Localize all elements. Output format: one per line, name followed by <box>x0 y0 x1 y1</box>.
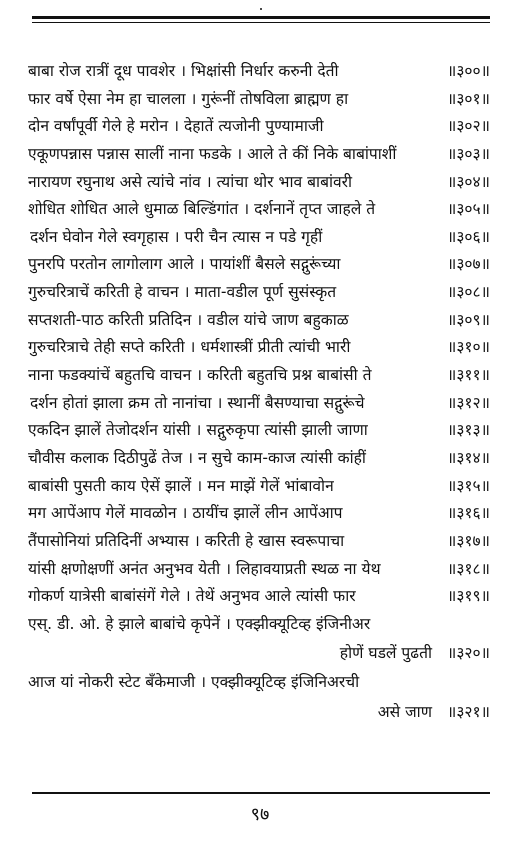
verse-text: पुनरपि परतोन लागोलाग आले । पायांशीं बैसले सद्गुरूंच्या <box>28 255 341 274</box>
verse-text: एस्. डी. ओ. हे झाले बाबांचे कृपेनें । एक्झीक्यूटिव्ह इंजिनीअर <box>28 614 371 633</box>
verse-text: बाबांसी पुसती काय ऐसें झालें । मन माझें गेलें भांबावोन <box>28 476 334 495</box>
verse-number: ॥३०८॥ <box>446 283 490 302</box>
verse-number: ॥३१०॥ <box>446 338 490 357</box>
verse-block <box>28 58 490 728</box>
verse-line <box>28 279 490 307</box>
verse-line <box>28 500 490 528</box>
verse-text: गुरुचरित्राचे तेही सप्ते करिती । धर्मशास्त्रीं प्रीती त्यांची भारी <box>28 338 351 357</box>
verse-line <box>28 362 490 390</box>
verse-number: ॥३०३॥ <box>446 144 490 163</box>
page-number: ९७ <box>250 804 270 825</box>
verse-line <box>28 417 490 445</box>
verse-text: चौवीस कलाक दिठीपुढें तेज । न सुचे काम-काज त्यांसी कांहीं <box>28 448 366 467</box>
verse-text: एकदिन झालें तेजोदर्शन यांसी । सद्गुरुकृपा त्यांसी झाली जाणा <box>28 421 368 440</box>
verse-text: नारायण रघुनाथ असे त्यांचे नांव । त्यांचा थोर भाव बाबांवरी <box>28 172 353 191</box>
verse-number: ॥३१९॥ <box>446 587 490 606</box>
verse-text: यांसी क्षणोक्षणीं अनंत अनुभव येती । लिहावयाप्रती स्थळ ना येथ <box>28 559 381 578</box>
verse-line <box>28 528 490 556</box>
verse-text: गोकर्ण यात्रेसी बाबांसंगें गेले । तेथें अनुभव आले त्यांसी फार <box>28 587 356 606</box>
verse-line <box>28 390 490 418</box>
verse-number: ॥३०१॥ <box>446 89 490 108</box>
verse-number: ॥३१२॥ <box>446 393 490 412</box>
verse-text: होणें घडलें पुढती <box>339 644 432 663</box>
verse-number: ॥३०७॥ <box>446 255 490 274</box>
verse-text: बाबा रोज रात्रीं दूध पावशेर । भिक्षांसी निर्धार करुनी देती <box>28 62 339 80</box>
verse-line <box>28 307 490 335</box>
verse-text: तैंपासोनियां प्रतिदिनीं अभ्यास । करिती हे खास स्वरूपाचा <box>28 531 345 550</box>
verse-line <box>28 669 490 697</box>
verse-line <box>28 224 490 252</box>
verse-text: एकूणपन्नास पन्नास सालीं नाना फडके । आले ते कीं निके बाबांपाशीं <box>28 144 397 163</box>
verse-number: ॥३०५॥ <box>446 200 490 219</box>
verse-number: ॥३०२॥ <box>446 117 490 136</box>
verse-text: असे जाण <box>377 703 432 722</box>
top-rule-thick <box>32 16 490 19</box>
verse-number: ॥३१८॥ <box>446 559 490 578</box>
verse-line <box>28 556 490 584</box>
verse-number: ॥३०६॥ <box>446 227 490 246</box>
verse-number: ॥३१४॥ <box>446 448 490 467</box>
verse-line <box>28 473 490 501</box>
verse-line <box>28 611 490 639</box>
verse-line <box>28 141 490 169</box>
top-ornament-dot <box>260 8 262 10</box>
verse-number: ॥३११॥ <box>446 366 490 385</box>
verse-number: ॥३१३॥ <box>446 421 490 440</box>
verse-text: आज यां नोकरी स्टेट बँकेमाजी । एक्झीक्यूटिव्ह इंजिनिअरची <box>28 673 360 692</box>
verse-number: ॥३१६॥ <box>446 504 490 523</box>
verse-number: ॥३०४॥ <box>446 172 490 191</box>
verse-text: गुरुचरित्राचें करिती हे वाचन । माता-वडील पूर्ण सुसंस्कृत <box>28 283 337 302</box>
verse-text: दर्शन होतां झाला क्रम तो नानांचा । स्थानीं बैसण्याचा सद्गुरूंचे <box>30 393 365 412</box>
verse-line <box>28 169 490 197</box>
verse-text: दर्शन घेवोन गेले स्वगृहास । परी चैन त्यास न पडे गृहीं <box>30 227 323 246</box>
verse-number: ॥३२१॥ <box>446 703 490 722</box>
bottom-rule <box>32 792 490 794</box>
verse-line <box>28 58 490 86</box>
verse-line <box>28 445 490 473</box>
verse-text: फार वर्षे ऐसा नेम हा चालला । गुरूंनीं तोषविला ब्राह्मण हा <box>28 89 349 108</box>
verse-line <box>28 86 490 114</box>
verse-number: ॥३०९॥ <box>446 310 490 329</box>
verse-line <box>28 251 490 279</box>
verse-line-continuation <box>28 638 490 669</box>
verse-text: सप्तशती-पाठ करिती प्रतिदिन । वडील यांचे जाण बहुकाळ <box>28 310 349 329</box>
verse-line-continuation <box>28 697 490 728</box>
top-rule-thin <box>32 22 490 23</box>
verse-number: ॥३१७॥ <box>446 531 490 550</box>
verse-text: मग आपेंआप गेलें मावळोन । ठायींच झालें लीन आपेंआप <box>28 504 343 523</box>
verse-line <box>28 334 490 362</box>
verse-text: नाना फडक्यांचें बहुतचि वाचन । करिती बहुतचि प्रश्न बाबांसी ते <box>28 366 372 385</box>
verse-number: ॥३१५॥ <box>446 476 490 495</box>
verse-number: ॥३००॥ <box>446 62 490 80</box>
verse-text: शोधित शोधित आले धुमाळ बिल्डिंगांत । दर्शनानें तृप्त जाहले ते <box>28 200 376 219</box>
verse-number: ॥३२०॥ <box>446 644 490 663</box>
verse-line <box>28 583 490 611</box>
verse-line <box>28 196 490 224</box>
verse-text: दोन वर्षांपूर्वी गेले हे मरोन । देहातें त्यजोनी पुण्यामाजी <box>28 117 324 136</box>
verse-line <box>28 113 490 141</box>
